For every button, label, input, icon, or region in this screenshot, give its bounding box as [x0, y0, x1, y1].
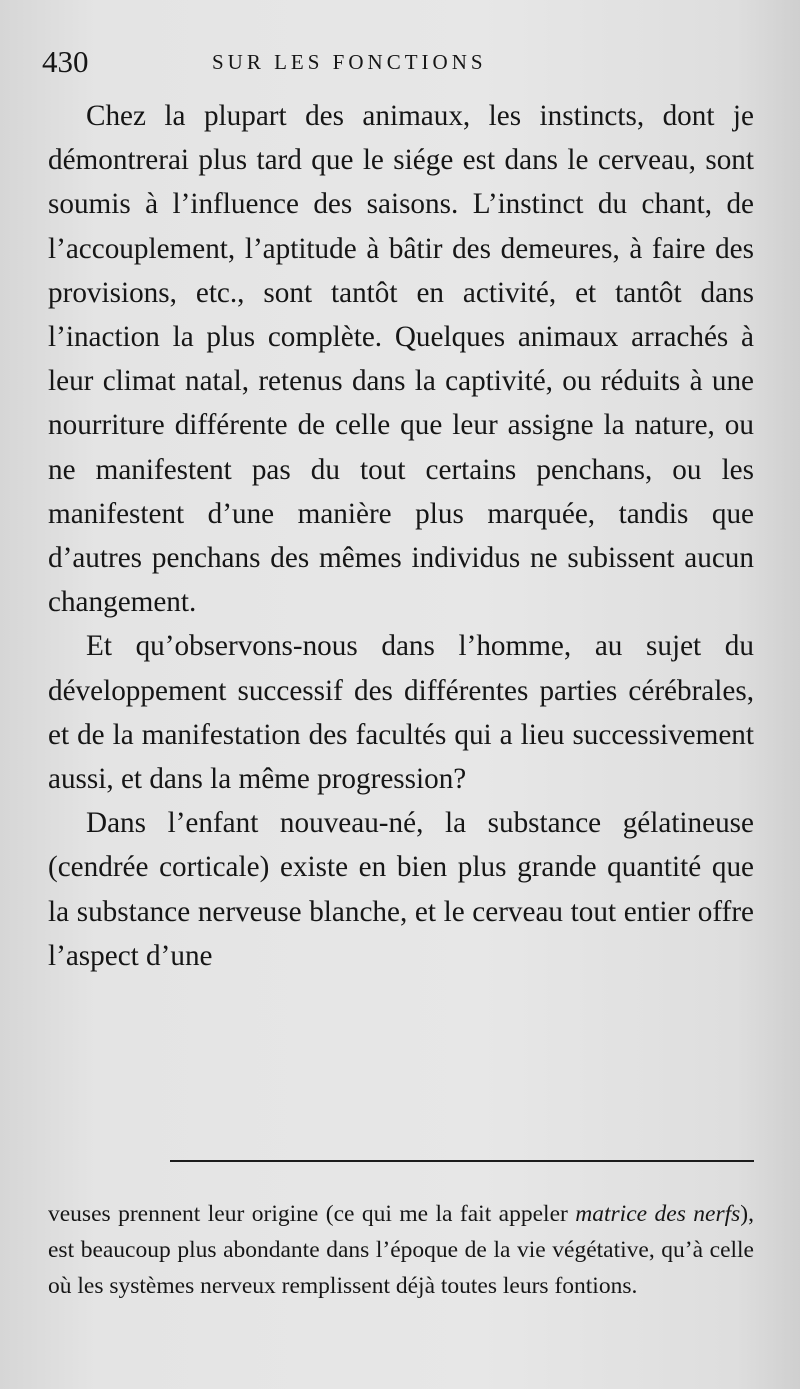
footnote-text-end: ), est beaucoup plus abondante dans l’époque de la vie végétative, qu’à celle où les systèmes nerveux remplissent déjà toutes leurs fontions.: [48, 1201, 754, 1299]
footnote-text-start: veuses prennent leur origine (ce qui me la fait appeler: [48, 1201, 576, 1227]
main-text: [48, 94, 754, 978]
footnote-italic-term: matrice des nerfs: [575, 1201, 741, 1227]
footnote-text: [48, 1196, 754, 1304]
paragraph-3: Dans l’enfant nouveau-né, la substance gélatineuse (cendrée corticale) existe en bien plus grande quantité que la substance nerveuse blanche, et le cerveau tout entier offre l’aspect d’une: [48, 807, 754, 972]
footnote: [48, 1196, 754, 1304]
paragraph-1: Chez la plupart des animaux, les instincts, dont je démontrerai plus tard que le siége est dans le cerveau, sont soumis à l’influence des saisons. L’instinct du chant, de l’accouplement, l’aptitude à bâtir des demeures, à faire des provisions, etc., sont tantôt en activité, et tantôt dans l’inaction la plus complète. Quelques animaux arrachés à leur climat natal, retenus dans la captivité, ou réduits à une nourriture différente de celle que leur assigne la nature, ou ne manifestent pas du tout certains penchans, ou les manifestent d’une manière plus marquée, tandis que d’autres penchans des mêmes individus ne subissent aucun changement.: [48, 100, 754, 619]
footnote-rule: [170, 1160, 754, 1162]
running-title: SUR LES FONCTIONS: [212, 50, 487, 74]
page-number: 430: [42, 44, 89, 79]
paragraph-2: Et qu’observons-nous dans l’homme, au sujet du développement successif des différentes parties cérébrales, et de la manifestation des facultés qui a lieu successivement aussi, et dans la même progression?: [48, 630, 754, 796]
running-head: [42, 42, 754, 82]
